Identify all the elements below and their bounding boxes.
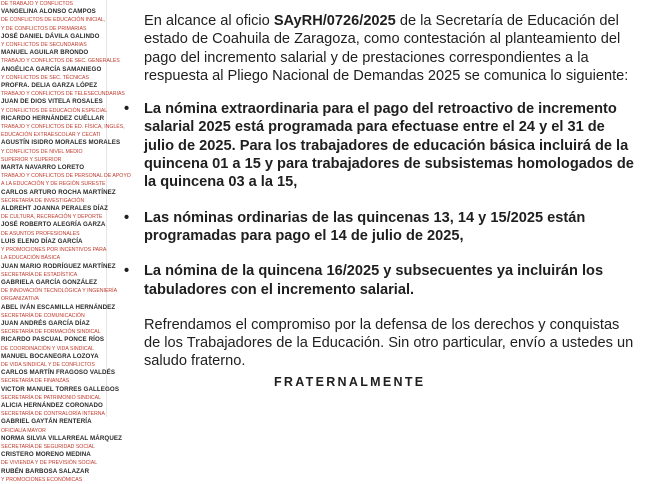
directory-entry xyxy=(0,180,106,188)
directory-name: CARLOS ARTURO ROCHA MARTÍNEZ xyxy=(1,188,116,196)
directory-entry xyxy=(0,394,106,402)
directory-entry xyxy=(0,262,116,271)
directory-entry xyxy=(0,238,106,246)
directory-role: DE TRABAJO Y CONFLICTOS xyxy=(1,1,73,7)
directory-name: VICTOR MANUEL TORRES GALLEGOS xyxy=(1,385,120,393)
directory-entry xyxy=(0,82,106,90)
directory-name: CARLOS MARTÍN FRAGOSO VALDÉS xyxy=(1,369,116,377)
directory-entry xyxy=(0,303,116,312)
directory-entry xyxy=(0,74,106,82)
directory-name: LUIS ELENO DÍAZ GARCÍA xyxy=(1,237,83,245)
directory-entry xyxy=(0,377,106,385)
intro-lead: En alcance al oficio xyxy=(144,13,274,29)
intro-paragraph xyxy=(144,12,638,85)
directory-entry xyxy=(0,271,106,279)
directory-role: SECRETARÍA DE CONTRALORÍA INTERNA xyxy=(1,411,105,418)
letter-body xyxy=(124,12,638,371)
directory-role: DE CONFLICTOS DE EDUCACIÓN INICIAL, xyxy=(1,17,106,24)
signoff-heading: FRATERNALMENTE xyxy=(274,375,426,389)
directory-role: EDUCACIÓN EXTRAESCOLAR Y CECATI xyxy=(1,132,101,139)
announcement-item xyxy=(124,209,638,246)
directory-name: RICARDO PASCUAL PONCE RÍOS xyxy=(1,336,105,344)
directory-name: VANGELINA ALONSO CAMPOS xyxy=(1,8,96,16)
directory-role: TRABAJO Y CONFLICTOS DE ED. FÍSICA, INGLÉS, xyxy=(1,124,125,131)
directory-role: Y CONFLICTOS DE EDUCACIÓN ESPECIAL xyxy=(1,107,108,114)
announcement-item xyxy=(124,262,638,299)
directory-sidebar xyxy=(0,0,131,483)
directory-entry xyxy=(0,427,106,435)
directory-entry xyxy=(0,139,121,147)
directory-entry xyxy=(0,336,106,344)
directory-entry xyxy=(0,33,106,41)
directory-name: RICARDO HERNÁNDEZ CUÉLLAR xyxy=(1,114,105,122)
directory-entry xyxy=(0,156,106,164)
directory-role: Y PROMOCIONES ECONÓMICAS xyxy=(1,476,83,483)
directory-entry xyxy=(0,66,106,74)
directory-role: DE COORDINACIÓN Y VIDA SINDICAL xyxy=(1,345,94,352)
directory-name: RUBÉN BARBOSA SALAZAR xyxy=(1,467,90,475)
directory-role: SECRETARÍA DE FORMACIÓN SINDICAL xyxy=(1,329,101,336)
directory-role: TRABAJO Y CONFLICTOS DE SEC. GENERALES xyxy=(1,58,120,65)
announcement-text: Las nóminas ordinarias de las quincenas 13, 14 y 15/2025 están programadas para pago el 14 de julio de 2025, xyxy=(144,209,586,244)
directory-entry xyxy=(0,107,106,115)
directory-role: SECRETARÍA DE COMUNICACIÓN xyxy=(1,312,85,319)
directory-entry xyxy=(0,402,106,410)
directory-entry xyxy=(0,345,106,353)
directory-role: TRABAJO Y CONFLICTOS DE TELESECUNDARIAS xyxy=(1,91,125,98)
directory-entry xyxy=(0,369,116,377)
directory-entry xyxy=(0,8,106,16)
directory-name: MARTA NAVARRO LORETO xyxy=(1,164,85,172)
directory-role: Y CONFLICTOS DE SECUNDARIAS xyxy=(1,42,87,49)
directory-entry xyxy=(0,123,125,131)
directory-name: ABEL IVÁN ESCAMILLA HERNÁNDEZ xyxy=(1,303,116,311)
bullet-icon: • xyxy=(124,263,130,280)
directory-name: NORMA SILVIA VILLARREAL MÁRQUEZ xyxy=(1,434,123,442)
directory-role: LA EDUCACIÓN BÁSICA xyxy=(1,255,61,262)
directory-name: ALDREHT JOANNA PERALES DÍAZ xyxy=(1,205,108,213)
directory-entry xyxy=(0,197,106,205)
directory-entry xyxy=(0,451,106,459)
oficio-reference: SAyRH/0726/2025 xyxy=(273,13,396,29)
directory-entry xyxy=(0,468,106,476)
directory-entry xyxy=(0,353,106,361)
directory-name: AGUSTÍN ISIDRO MORALES MORALES xyxy=(1,139,121,147)
directory-name: ALICIA HERNÁNDEZ CORONADO xyxy=(1,401,103,409)
directory-entry xyxy=(0,49,106,57)
directory-role: DE ASUNTOS PROFESIONALES xyxy=(1,230,80,237)
directory-name: CRISTERO MORENO MEDINA xyxy=(1,451,91,459)
directory-role: SUPERIOR Y SUPERIOR xyxy=(1,156,62,163)
directory-entry xyxy=(0,188,116,197)
directory-role: Y CONFLICTOS DE SEC. TÉCNICAS xyxy=(1,74,89,81)
directory-name: MANUEL AGUILAR BRONDO xyxy=(1,49,89,57)
directory-role: SECRETARÍA DE SEGURIDAD SOCIAL xyxy=(1,443,95,450)
directory-entry xyxy=(0,221,106,229)
directory-name: PROFRA. DELIA GARZA LÓPEZ xyxy=(1,82,98,90)
directory-entry xyxy=(0,164,106,172)
directory-role: SECRETARÍA DE FINANZAS xyxy=(1,378,70,385)
directory-role: DE VIDA SINDICAL Y DE CONFLICTOS xyxy=(1,361,95,368)
directory-entry xyxy=(0,205,106,213)
announcement-text: La nómina de la quincena 16/2025 y subsecuentes ya incluirán los tabuladores con el incremento salarial. xyxy=(144,263,604,298)
directory-name: JOSÉ DANIEL DÁVILA GALINDO xyxy=(1,32,100,40)
directory-entry xyxy=(0,385,120,394)
directory-role: DE CULTURA, RECREACIÓN Y DEPORTE xyxy=(1,214,103,221)
directory-name: JUAN MARIO RODRÍGUEZ MARTÍNEZ xyxy=(1,262,116,270)
directory-name: JOSÉ ROBERTO ALEGRÍA GARZA xyxy=(1,221,106,229)
directory-entry xyxy=(0,25,106,33)
directory-role: TRABAJO Y CONFLICTOS DE PERSONAL DE APOYO xyxy=(1,173,131,180)
directory-entry xyxy=(0,361,106,369)
directory-role: SECRETARÍA DE ESTADÍSTICA xyxy=(1,271,78,278)
announcements-list xyxy=(124,100,638,299)
directory-entry xyxy=(0,230,106,238)
directory-entry xyxy=(0,148,106,156)
directory-entry xyxy=(0,57,120,65)
directory-name: GABRIELA GARCÍA GONZÁLEZ xyxy=(1,278,98,286)
directory-entry xyxy=(0,295,106,303)
directory-name: ANGÉLICA GARCÍA SAMANIEGO xyxy=(1,65,102,73)
directory-entry xyxy=(0,0,106,8)
directory-name: MANUEL BOCANEGRA LOZOYA xyxy=(1,352,99,360)
announcement-item xyxy=(124,100,638,191)
directory-entry xyxy=(0,16,106,24)
directory-name: JUAN DE DIOS VITELA ROSALES xyxy=(1,98,103,106)
directory-entry xyxy=(0,172,131,180)
directory-role: ORGANIZATIVA xyxy=(1,296,39,303)
closing-paragraph: Refrendamos el compromiso por la defensa de los derechos y conquistas de los Trabajadores de la Educación. Sin otro particular, envío a ustedes un saludo fraterno. xyxy=(144,316,634,370)
directory-entry xyxy=(0,90,125,98)
directory-role: SECRETARÍA DE PATRIMONIO SINDICAL xyxy=(1,394,102,401)
directory-entry xyxy=(0,312,106,320)
intro-rest: de la Secretaría de Educación del estado de Coahuila de Zaragoza, como contestación al planteamiento del pago del incremento salarial y de prestaciones correspondientes a la respuesta al Pliego Nacional de Demandas 2025 se comunica lo siguiente: xyxy=(144,13,629,84)
directory-entry xyxy=(0,115,106,123)
directory-role: OFICIALÍA MAYOR xyxy=(1,427,46,434)
directory-role: SECRETARÍA DE INVESTIGACIÓN xyxy=(1,197,85,204)
directory-entry xyxy=(0,41,106,49)
directory-role: Y PROMOCIONES POR INCENTIVOS PARA xyxy=(1,247,107,254)
directory-entry xyxy=(0,320,106,328)
directory-role: Y DE CONFLICTOS DE PRIMARIAS xyxy=(1,25,87,32)
bullet-icon: • xyxy=(124,101,130,118)
directory-entry xyxy=(0,98,106,106)
directory-role: DE VIVIENDA Y DE PREVISIÓN SOCIAL xyxy=(1,460,98,467)
directory-name: GABRIEL GAYTÁN RENTERÍA xyxy=(1,418,92,426)
directory-entry xyxy=(0,459,106,467)
directory-entry xyxy=(0,476,106,484)
directory-entry xyxy=(0,434,123,443)
directory-role: Y CONFLICTOS DE NIVEL MEDIO xyxy=(1,148,83,155)
announcement-text: La nómina extraordinaria para el pago del retroactivo de incremento salarial 2025 está programada para efectuase entre el 24 y el 31 de julio de 2025. Para los trabajadores de educación básica incluirá de la quincena 01 a 15 y para trabajadores de subsistemas homologados de la quincena 03 a la 15, xyxy=(144,101,634,191)
directory-role: DE INNOVACIÓN TECNOLÓGICA Y INGENIERÍA xyxy=(1,288,118,295)
directory-entry xyxy=(0,279,106,287)
directory-role: A LA EDUCACIÓN Y DE REGIÓN SURESTE xyxy=(1,181,106,188)
directory-name: JUAN ANDRÉS GARCÍA DÍAZ xyxy=(1,319,90,327)
directory-entry xyxy=(0,246,106,254)
directory-entry xyxy=(0,254,106,262)
directory-entry xyxy=(0,418,106,426)
bullet-icon: • xyxy=(124,209,130,226)
directory-entry xyxy=(0,443,106,451)
directory-entry xyxy=(0,287,118,295)
